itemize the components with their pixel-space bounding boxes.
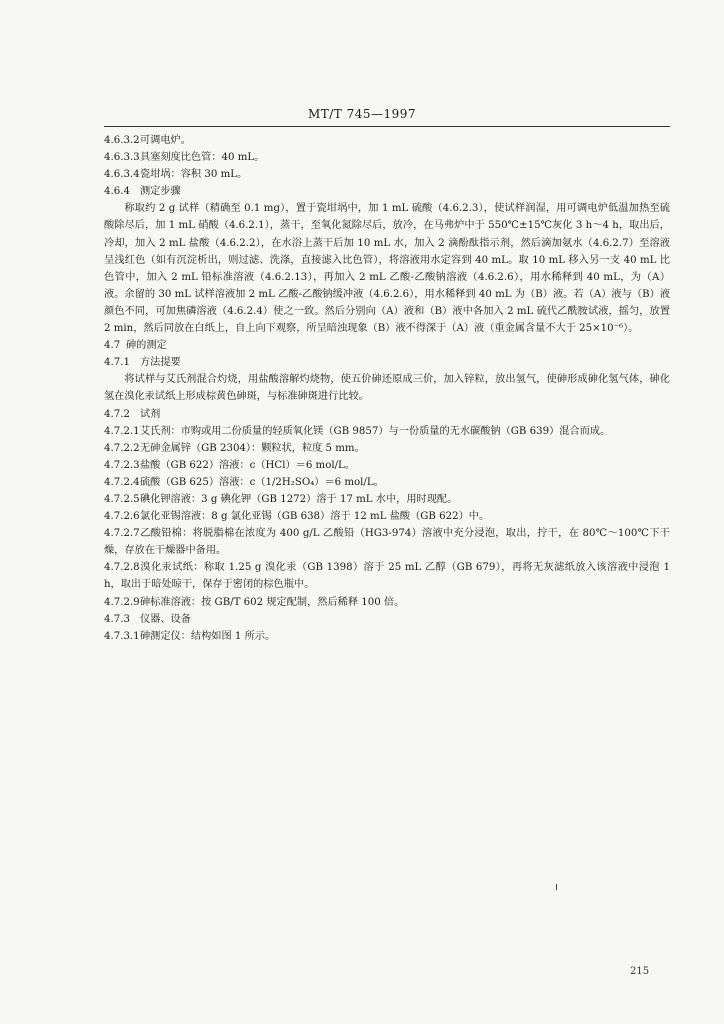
standard-header: MT/T 745—1997 — [307, 107, 417, 121]
scan-mark — [556, 884, 557, 890]
reagent-item: 4.7.2.4硫酸（GB 625）溶液：c（1/2H₂SO₄）＝6 mol/L。 — [104, 476, 384, 488]
clause-4-6-3-3: 4.6.3.3具塞刻度比色管：40 mL。 — [104, 152, 265, 164]
reagent-item: 4.7.2.5碘化钾溶液：3 g 碘化钾（GB 1272）溶于 17 mL 水中，用时现配。 — [104, 493, 458, 505]
reagent-item: 4.7.2.8溴化汞试纸：称取 1.25 g 溴化汞（GB 1398）溶于 25 mL 乙醇（GB 679），再将无灰滤纸放入该溶液中浸泡 1 h，取出于暗处晾干，保存于密闭的棕色瓶中。 — [104, 562, 670, 591]
paragraph-method-summary: 将试样与艾氏剂混合灼烧，用盐酸溶解灼烧物，使五价砷还原成三价，加入锌粒，放出氢气，使砷形成砷化氢气体，砷化氢在溴化汞试纸上形成棕黄色砷斑，与标准砷斑进行比较。 — [104, 374, 670, 403]
section-4-7: 4.7 砷的测定 — [104, 340, 167, 352]
document-body — [104, 132, 670, 645]
reagent-item: 4.7.2.3盐酸（GB 622）溶液：c（HCl）＝6 mol/L。 — [104, 459, 355, 471]
reagent-item: 4.7.2.1艾氏剂：市购或用二份质量的轻质氧化镁（GB 9857）与一份质量的无水碳酸钠（GB 639）混合而成。 — [104, 425, 611, 437]
paragraph-procedure: 称取约 2 g 试样（精确至 0.1 mg），置于瓷坩埚中，加 1 mL 硫酸（4.6.2.3），使试样润湿，用可调电炉低温加热至硫酸除尽后，加 1 mL 硝酸（4.6.2.1），蒸干，至氧化氮除尽后，放冷，在马弗炉中于 550℃±15℃灰化 3 h～4 h，取出后，冷却，加入 2 mL 盐酸（4.6.2.2），在水浴上蒸干后加 10 mL 水，加入 2 滴酚酞指示剂，然后滴加氨水（4.6.2.7）至溶液呈浅红色（如有沉淀析出，则过滤、洗涤，直接滤入比色管），将溶液用水定容到 40 mL。取 10 mL 移入另一支 40 mL 比色管中，加入 2 mL 铅标准溶液（4.6.2.13），再加入 2 mL 乙酸-乙酸钠溶液（4.6.2.6），用水稀释到 40 mL，为（A）液。余留的 30 mL 试样溶液加 2 mL 乙酸-乙酸钠缓冲液（4.6.2.6），用水稀释到 40 mL 为（B）液。若（A）液与（B）液颜色不同，可加焦磷溶液（4.6.2.4）使之一致。然后分别向（A）液和（B）液中各加入 2 mL 硫代乙酰胺试液，摇匀，放置 2 min，然后同放在白纸上，自上向下观察，所呈暗浊现象（B）液不得深于（A）液（重金属含量不大于 25×10⁻⁶）。 — [104, 203, 670, 335]
clause-4-7-3-1: 4.7.3.1砷测定仪：结构如图 1 所示。 — [104, 630, 276, 642]
reagent-item: 4.7.2.9砷标准溶液：按 GB/T 602 规定配制，然后稀释 100 倍。 — [104, 596, 405, 608]
header-rule — [104, 126, 670, 127]
clause-4-6-4: 4.6.4 测定步骤 — [104, 186, 181, 198]
clause-4-6-3-4: 4.6.3.4瓷坩埚：容积 30 mL。 — [104, 169, 248, 181]
section-4-7-2: 4.7.2 试剂 — [104, 408, 161, 420]
section-4-7-1: 4.7.1 方法提要 — [104, 357, 181, 369]
clause-4-6-3-2: 4.6.3.2可调电炉。 — [104, 135, 191, 146]
reagent-item: 4.7.2.2无砷金属锌（GB 2304）：颗粒状，粒度 5 mm。 — [104, 442, 365, 454]
reagent-item: 4.7.2.6氯化亚锡溶液：8 g 氯化亚锡（GB 638）溶于 12 mL 盐酸（GB 622）中。 — [104, 511, 490, 523]
reagent-item: 4.7.2.7乙酸铅棉：将脱脂棉在浓度为 400 g/L 乙酸铅（HG3-974）溶液中充分浸泡，取出，拧干，在 80℃～100℃下干燥，存放在干燥器中备用。 — [104, 528, 670, 557]
page-number: 215 — [630, 966, 650, 977]
section-4-7-3: 4.7.3 仪器、设备 — [104, 613, 191, 625]
